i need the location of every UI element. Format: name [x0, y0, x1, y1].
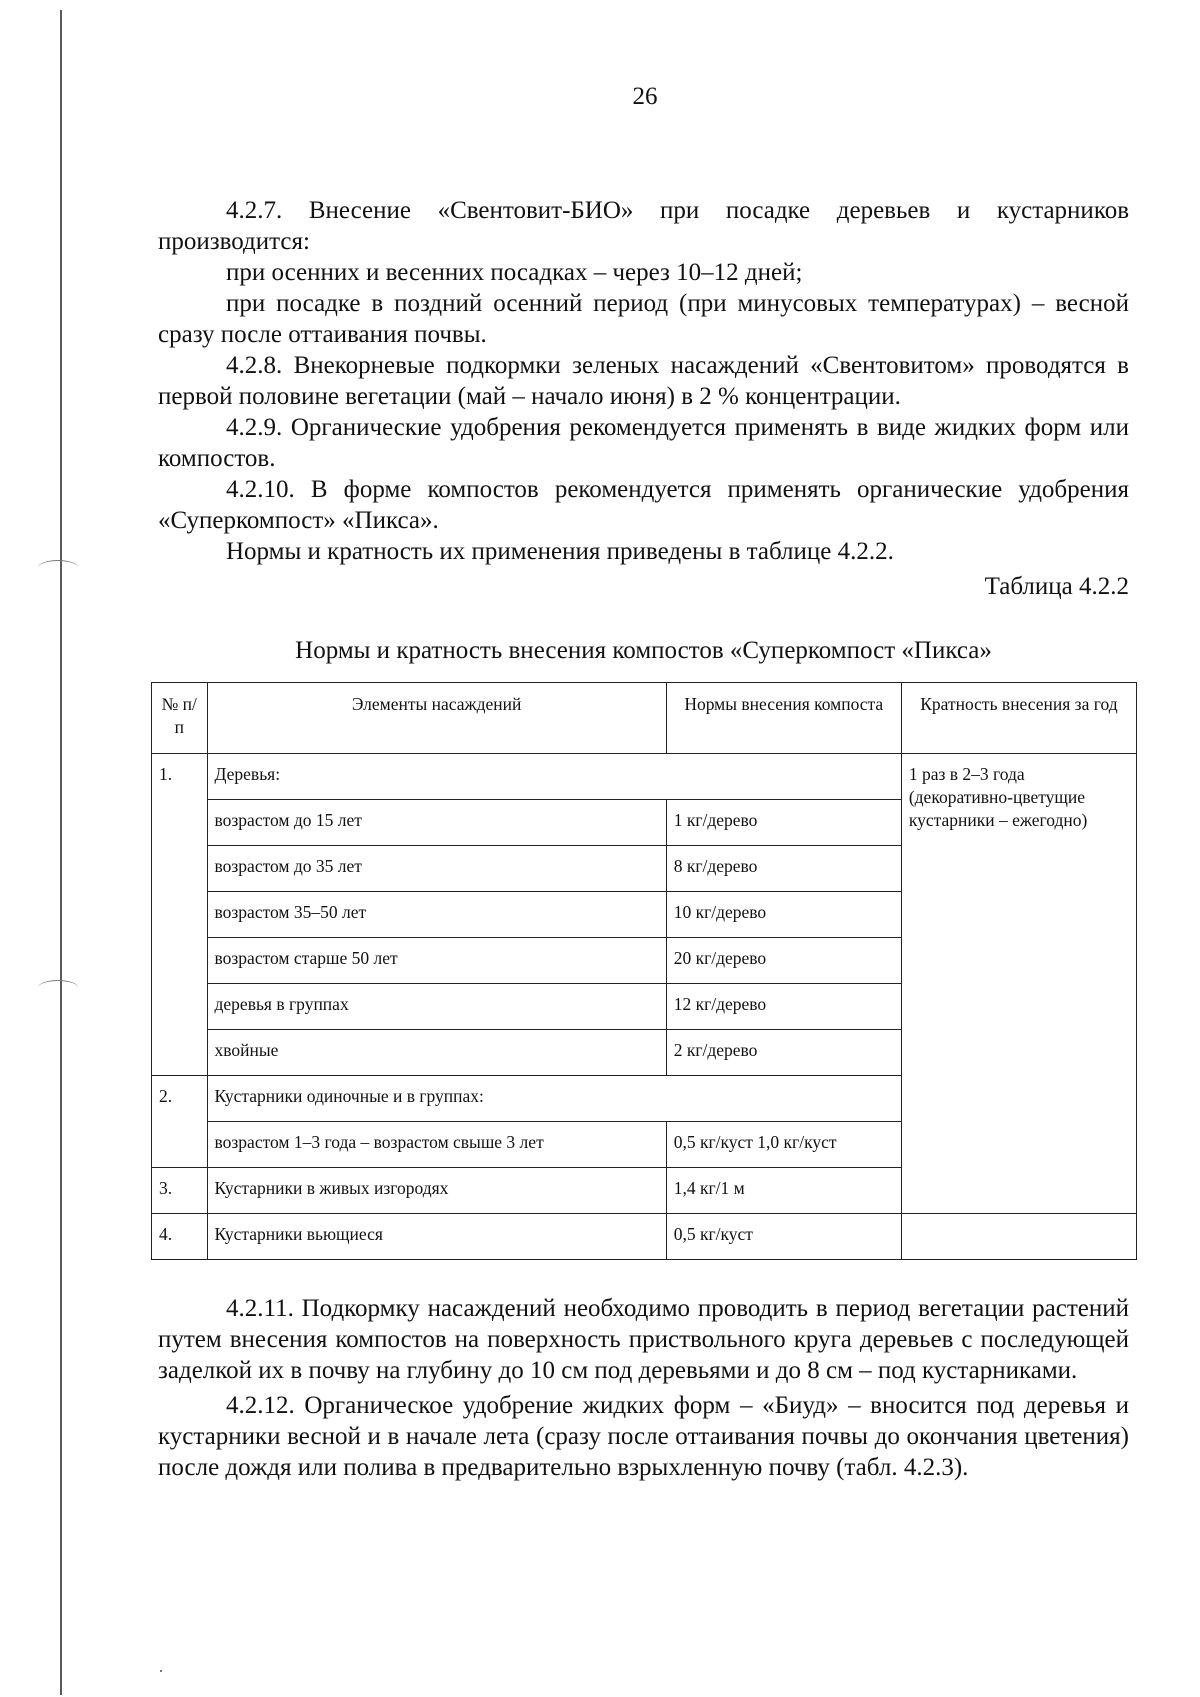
- element-cell: деревья в группах: [207, 984, 666, 1030]
- page-number: 26: [632, 83, 658, 110]
- scan-binding-edge: [60, 10, 62, 1695]
- header-elements: Элементы насаждений: [207, 683, 666, 754]
- element-cell: возрастом до 35 лет: [207, 846, 666, 892]
- paragraph-planting-late-autumn: при посадке в поздний осенний период (при минусовых температурах) – весной сразу после оттаивания почвы.: [158, 290, 1129, 348]
- document-body: [158, 195, 1129, 1483]
- paragraph-table-reference: Нормы и кратность их применения приведены в таблице 4.2.2.: [226, 538, 894, 565]
- paragraph-4-2-11: 4.2.11. Подкормку насаждений необходимо проводить в период вегетации растений путем внесения компостов на поверхность приствольного круга деревьев с последующей заделкой их в почву на глубину до 10 см под деревьями и до 8 см – под кустарниками.: [158, 1295, 1129, 1384]
- row-number: 3.: [152, 1168, 208, 1214]
- element-cell: возрастом до 15 лет: [207, 800, 666, 846]
- norm-cell: 12 кг/дерево: [666, 984, 901, 1030]
- frequency-note: 1 раз в 2–3 года (декоративно-цветущие кустарники – ежегодно): [901, 754, 1136, 1214]
- row-number: 4.: [152, 1214, 208, 1260]
- element-cell: Кустарники в живых изгородях: [207, 1168, 666, 1214]
- row-number: 1.: [152, 754, 208, 1076]
- element-cell: Кустарники вьющиеся: [207, 1214, 666, 1260]
- norm-cell: 10 кг/дерево: [666, 892, 901, 938]
- compost-norms-table: [151, 682, 1137, 1260]
- table-header-row: [152, 683, 1137, 754]
- frequency-empty-cell: [901, 1214, 1136, 1260]
- row-number: 2.: [152, 1076, 208, 1168]
- table-row: [152, 754, 1137, 800]
- punch-hole-mark: [38, 980, 78, 995]
- table-label: Таблица 4.2.2: [984, 573, 1129, 600]
- paragraph-4-2-9: 4.2.9. Органические удобрения рекомендуется применять в виде жидких форм или компостов.: [158, 414, 1129, 472]
- norm-cell: 2 кг/дерево: [666, 1030, 901, 1076]
- element-cell: возрастом 1–3 года – возрастом свыше 3 лет: [207, 1122, 666, 1168]
- norm-cell: 1,4 кг/1 м: [666, 1168, 901, 1214]
- paragraph-planting-autumn-spring: при осенних и весенних посадках – через 10–12 дней;: [226, 259, 803, 286]
- group-title-shrubs: Кустарники одиночные и в группах:: [207, 1076, 901, 1122]
- norm-cell: 0,5 кг/куст: [666, 1214, 901, 1260]
- paragraph-4-2-10: 4.2.10. В форме компостов рекомендуется применять органические удобрения «Суперкомпост» «Пикса».: [158, 476, 1129, 534]
- norm-cell: 20 кг/дерево: [666, 938, 901, 984]
- element-cell: возрастом старше 50 лет: [207, 938, 666, 984]
- table-title: Нормы и кратность внесения компостов «Суперкомпост «Пикса»: [295, 637, 992, 664]
- paragraph-4-2-12: 4.2.12. Органическое удобрение жидких форм – «Биуд» – вносится под деревья и кустарники весной и в начале лета (сразу после оттаивания почвы до окончания цветения) после дождя или полива в предварительно взрыхленную почву (табл. 4.2.3).: [158, 1392, 1129, 1481]
- punch-hole-mark: [38, 560, 78, 575]
- table-row: [152, 1214, 1137, 1260]
- paragraph-4-2-8: 4.2.8. Внекорневые подкормки зеленых насаждений «Свентовитом» проводятся в первой половине вегетации (май – начало июня) в 2 % концентрации.: [158, 352, 1129, 410]
- group-title-trees: Деревья:: [207, 754, 901, 800]
- header-number: № п/п: [152, 683, 208, 754]
- norm-cell: 1 кг/дерево: [666, 800, 901, 846]
- header-frequency: Кратность внесения за год: [901, 683, 1136, 754]
- norm-cell: 8 кг/дерево: [666, 846, 901, 892]
- element-cell: хвойные: [207, 1030, 666, 1076]
- norm-cell: 0,5 кг/куст 1,0 кг/куст: [666, 1122, 901, 1168]
- paragraph-4-2-7: 4.2.7. Внесение «Свентовит-БИО» при посадке деревьев и кустарников производится:: [158, 197, 1129, 255]
- header-norms: Нормы внесения компоста: [666, 683, 901, 754]
- scan-speck: [160, 1670, 162, 1672]
- element-cell: возрастом 35–50 лет: [207, 892, 666, 938]
- paragraphs-after-table: [158, 1293, 1129, 1483]
